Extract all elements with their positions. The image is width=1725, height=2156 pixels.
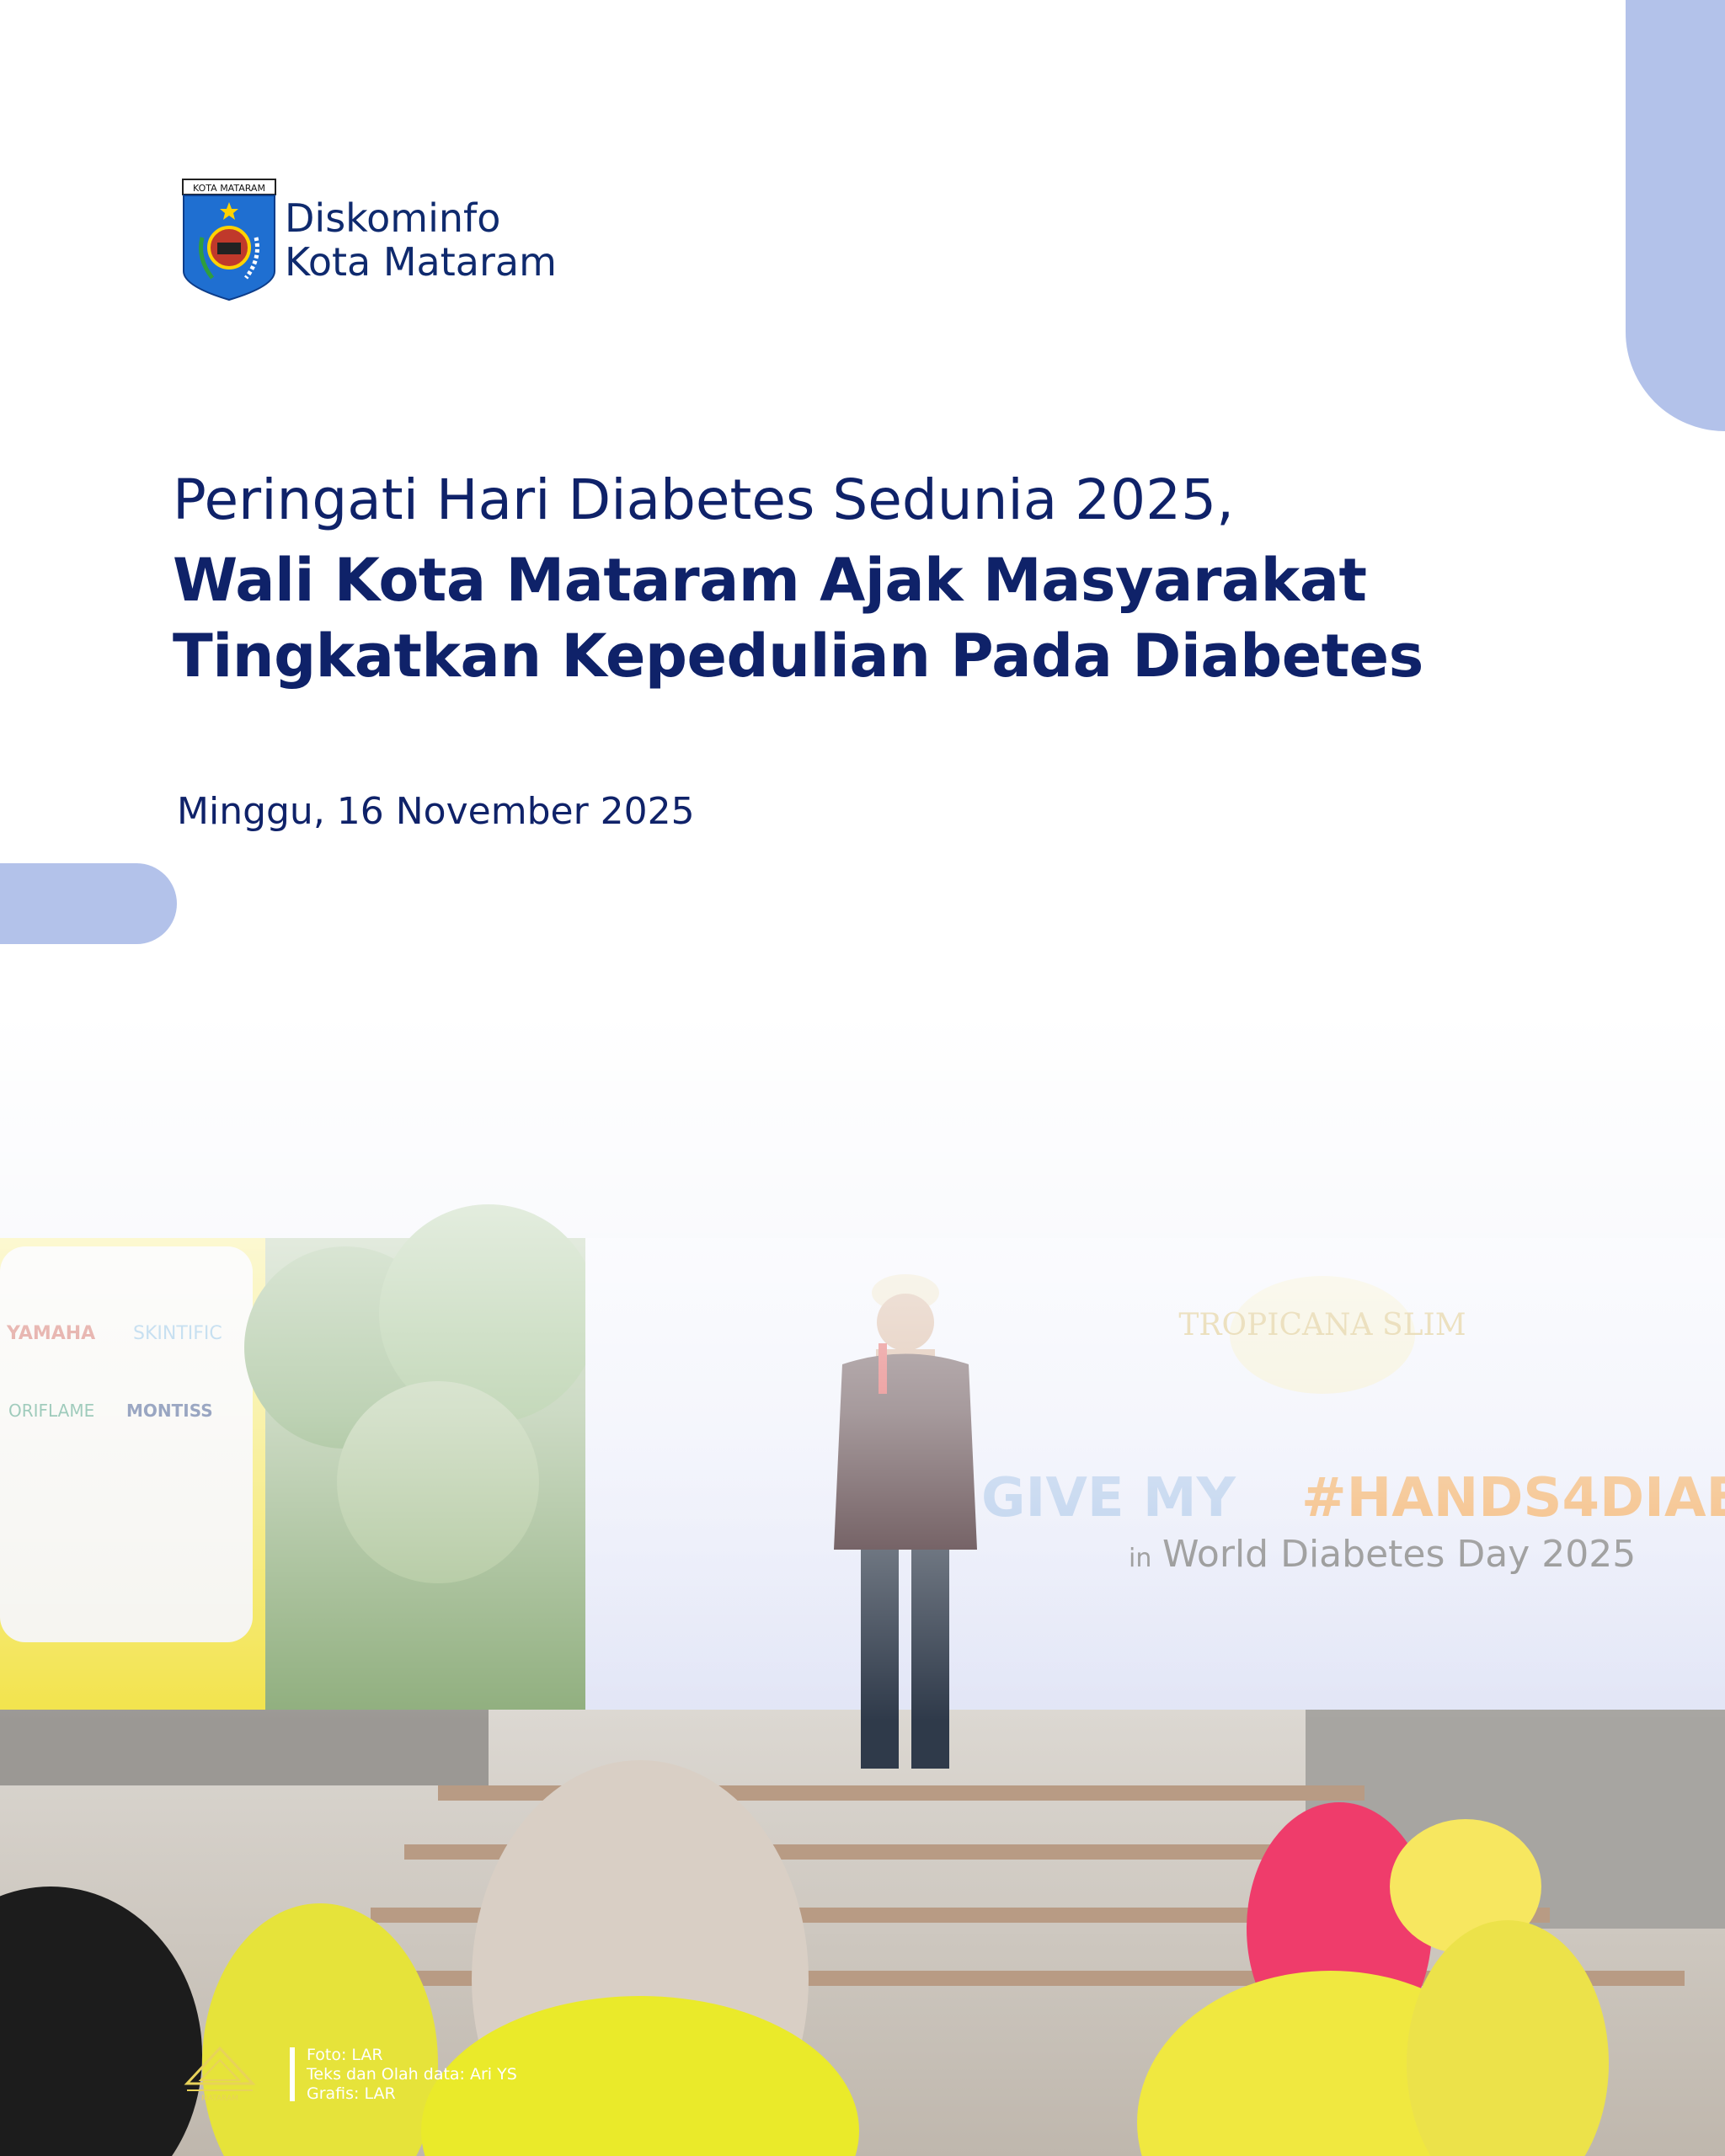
credit-divider — [290, 2047, 295, 2101]
mataram-logo-icon — [184, 2045, 256, 2104]
credit-lines — [307, 2046, 517, 2104]
subtitle: Peringati Hari Diabetes Sedunia 2025, — [173, 467, 1235, 532]
decorative-left-pill — [0, 863, 177, 944]
organization-name — [285, 196, 557, 284]
city-crest-logo — [182, 179, 276, 301]
org-name-line2: Kota Mataram — [285, 238, 557, 285]
crest-label: KOTA MATARAM — [193, 183, 265, 194]
decorative-top-right-shape — [1626, 0, 1725, 431]
event-photo — [0, 1011, 1725, 2156]
credit-text: Teks dan Olah data: Ari YS — [307, 2064, 517, 2084]
headline-line2: Tingkatkan Kepedulian Pada Diabetes — [173, 622, 1423, 691]
publish-date: Minggu, 16 November 2025 — [177, 790, 695, 833]
credits — [184, 2045, 517, 2104]
headline-line1: Wali Kota Mataram Ajak Masyarakat — [173, 546, 1367, 615]
title-block — [173, 465, 1605, 694]
credit-photo: Foto: LAR — [307, 2045, 383, 2064]
header — [182, 179, 557, 301]
credit-logo-text: MATARAM — [201, 2095, 238, 2103]
credit-graphics: Grafis: LAR — [307, 2084, 396, 2103]
org-name-line1: Diskominfo — [285, 195, 501, 241]
